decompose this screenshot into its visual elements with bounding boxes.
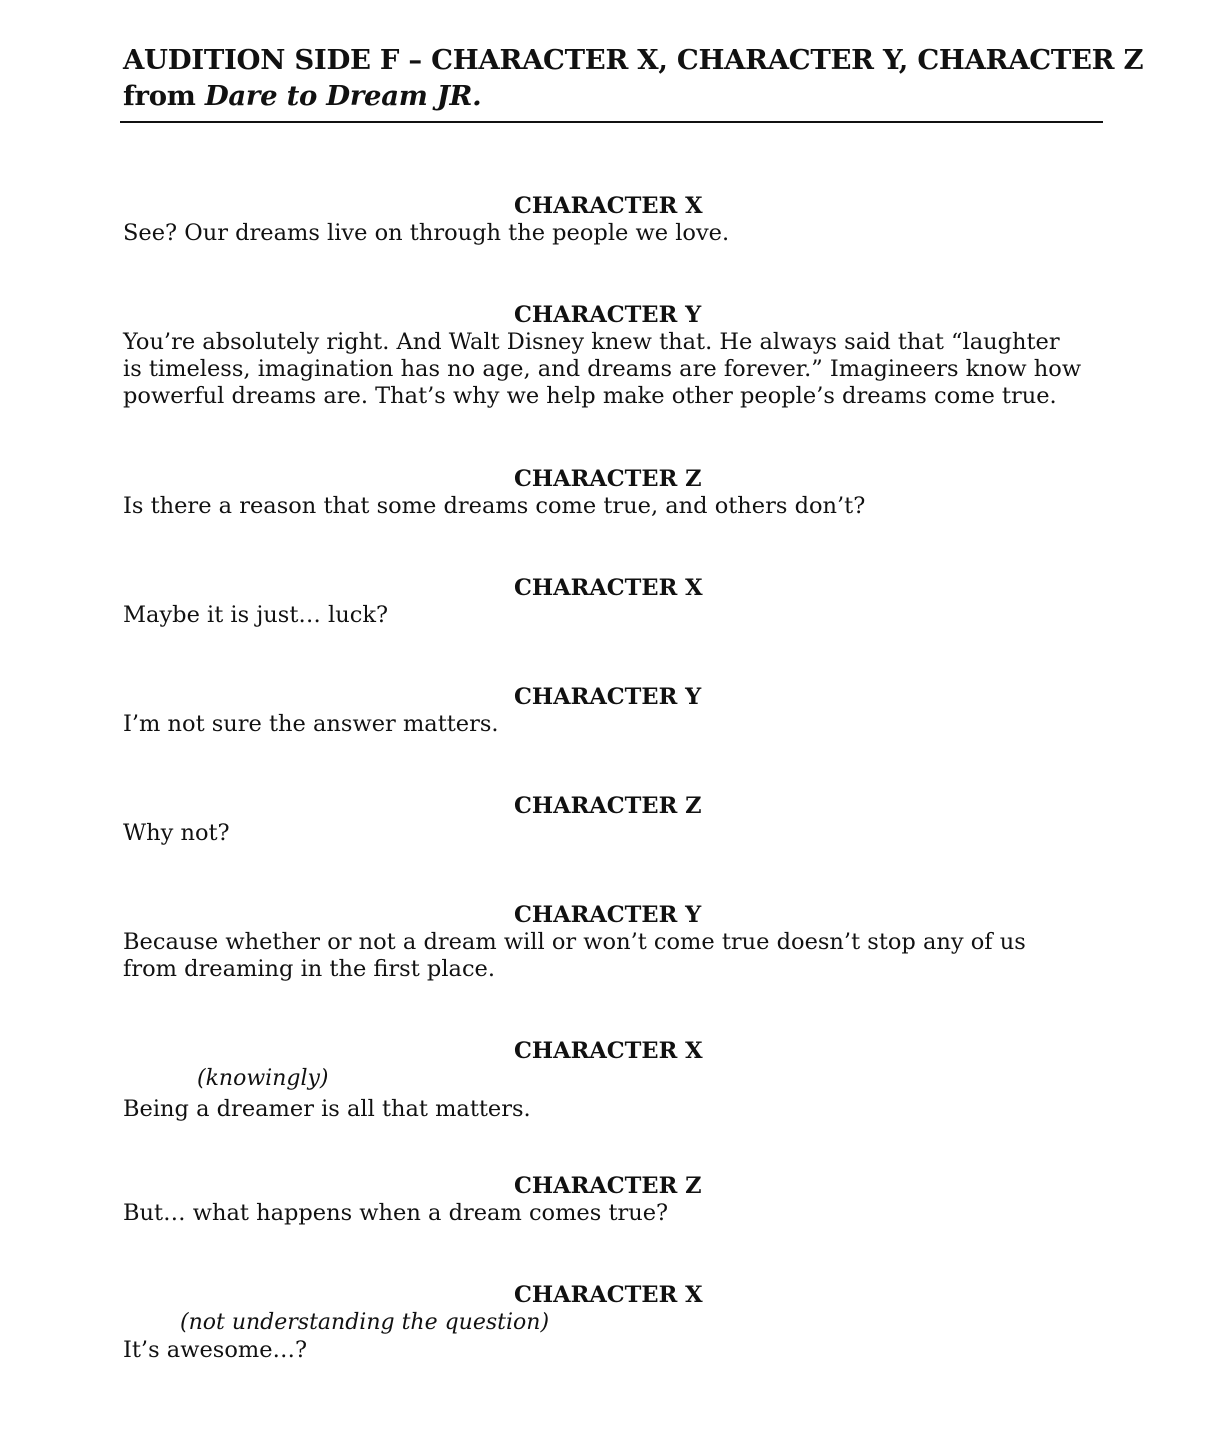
dialogue-line: But… what happens when a dream comes true?: [123, 1200, 669, 1226]
dialogue-line: I’m not sure the answer matters.: [123, 711, 499, 737]
speaker-name: CHARACTER X: [514, 193, 703, 219]
speaker-name: CHARACTER Y: [514, 902, 702, 928]
speaker-name: CHARACTER X: [514, 575, 703, 601]
dialogue-line: It’s awesome…?: [123, 1337, 308, 1363]
speaker-name: CHARACTER X: [514, 1282, 703, 1308]
dialogue-line: Because whether or not a dream will or won’t come true doesn’t stop any of us from dreaming in the first place.: [123, 929, 1026, 982]
speaker-name: CHARACTER Z: [514, 466, 702, 492]
speaker-name: CHARACTER Z: [514, 793, 702, 819]
dialogue-line: You’re absolutely right. And Walt Disney knew that. He always said that “laughter is timeless, imagination has no age, and dreams are forever.” Imagineers know how powerful dreams are. That’s why we help make other people’s dreams come true.: [123, 329, 1082, 409]
dialogue-line: Maybe it is just… luck?: [123, 602, 389, 628]
speaker-name: CHARACTER Y: [514, 684, 702, 710]
speaker-name: CHARACTER Y: [514, 302, 702, 328]
page-title: AUDITION SIDE F – CHARACTER X, CHARACTER Y, CHARACTER Z: [123, 44, 1144, 76]
dialogue-line: Is there a reason that some dreams come true, and others don’t?: [123, 493, 866, 519]
stage-direction: (not understanding the question): [180, 1310, 550, 1335]
speaker-name: CHARACTER X: [514, 1038, 703, 1064]
page-subtitle: [123, 78, 1103, 114]
document-header: [123, 42, 1144, 114]
speaker-name: CHARACTER Z: [514, 1173, 702, 1199]
stage-direction: (knowingly): [197, 1066, 329, 1091]
dialogue-line: See? Our dreams live on through the people we love.: [123, 220, 730, 246]
from-label: from: [123, 80, 196, 112]
dialogue-line: Why not?: [123, 820, 230, 846]
header-divider: [120, 121, 1103, 123]
dialogue-line: Being a dreamer is all that matters.: [123, 1096, 531, 1122]
show-title: Dare to Dream JR.: [204, 80, 482, 112]
